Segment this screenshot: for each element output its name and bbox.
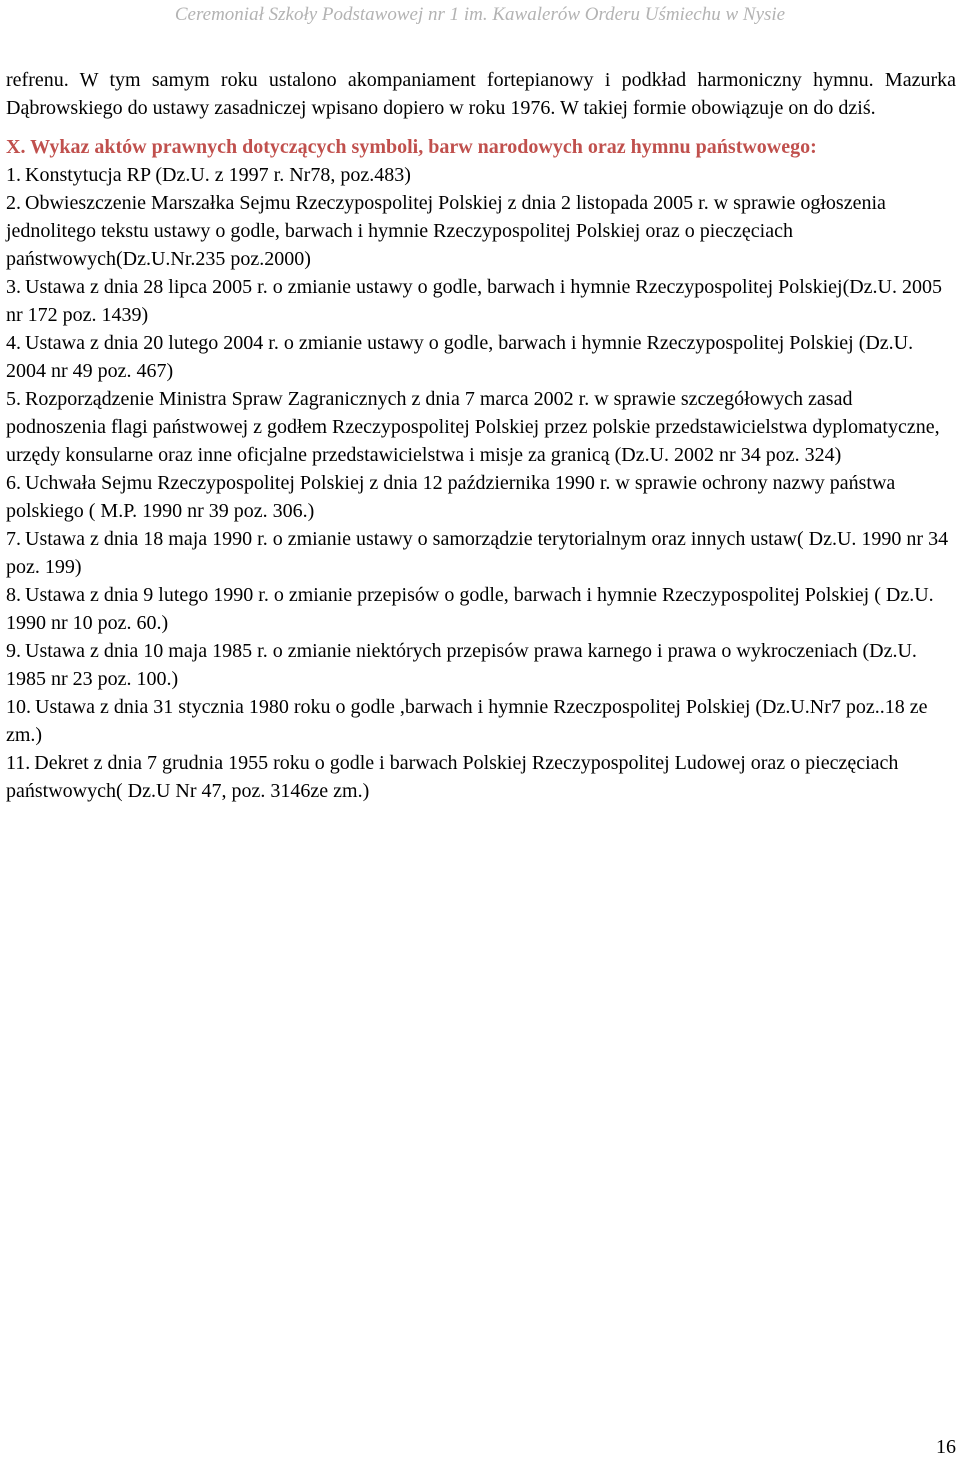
document-body: [6, 66, 956, 805]
section-heading: X. Wykaz aktów prawnych dotyczących symboli, barw narodowych oraz hymnu państwowego:: [6, 136, 817, 158]
legal-acts-list: [6, 161, 956, 805]
item-number: 5.: [6, 388, 21, 410]
item-number: 9.: [6, 640, 21, 662]
item-text: Dekret z dnia 7 grudnia 1955 roku o godle i barwach Polskiej Rzeczypospolitej Ludowej oraz o pieczęciach państwowych( Dz.U Nr 47, poz. 3146ze zm.): [6, 752, 899, 802]
list-item: [6, 189, 956, 273]
list-item: [6, 161, 956, 189]
intro-paragraph: refrenu. W tym samym roku ustalono akompaniament fortepianowy i podkład harmoniczny hymnu. Mazurka Dąbrowskiego do ustawy zasadniczej wpisano dopiero w roku 1976. W takiej formie obowiązuje on do dziś.: [6, 69, 956, 119]
item-number: 4.: [6, 332, 21, 354]
item-number: 3.: [6, 276, 21, 298]
list-item: [6, 581, 956, 637]
item-text: Ustawa z dnia 20 lutego 2004 r. o zmianie ustawy o godle, barwach i hymnie Rzeczypospolitej Polskiej (Dz.U. 2004 nr 49 poz. 467): [6, 332, 914, 382]
item-number: 6.: [6, 472, 21, 494]
item-text: Ustawa z dnia 28 lipca 2005 r. o zmianie ustawy o godle, barwach i hymnie Rzeczypospolitej Polskiej(Dz.U. 2005 nr 172 poz. 1439): [6, 276, 943, 326]
item-number: 1.: [6, 164, 21, 186]
item-number: 10.: [6, 696, 31, 718]
list-item: [6, 273, 956, 329]
item-text: Ustawa z dnia 31 stycznia 1980 roku o godle ,barwach i hymnie Rzeczpospolitej Polskiej (Dz.U.Nr7 poz..18 ze zm.): [6, 696, 928, 746]
item-text: Rozporządzenie Ministra Spraw Zagranicznych z dnia 7 marca 2002 r. w sprawie szczegółowych zasad podnoszenia flagi państwowej z godłem Rzeczypospolitej Polskiej przez polskie przedstawicielstwa dyplomatyczne, urzędy konsularne oraz inne oficjalne przedstawicielstwa i misje za granicą (Dz.U. 2002 nr 34 poz. 324): [6, 388, 940, 466]
item-text: Ustawa z dnia 9 lutego 1990 r. o zmianie przepisów o godle, barwach i hymnie Rzeczypospolitej Polskiej ( Dz.U. 1990 nr 10 poz. 60.): [6, 584, 934, 634]
item-number: 7.: [6, 528, 21, 550]
page-number: 16: [936, 1436, 956, 1458]
item-text: Ustawa z dnia 10 maja 1985 r. o zmianie niektórych przepisów prawa karnego i prawa o wykroczeniach (Dz.U. 1985 nr 23 poz. 100.): [6, 640, 917, 690]
list-item: [6, 525, 956, 581]
item-text: Obwieszczenie Marszałka Sejmu Rzeczypospolitej Polskiej z dnia 2 listopada 2005 r. w sprawie ogłoszenia jednolitego tekstu ustawy o godle, barwach i hymnie Rzeczypospolitej Polskiej oraz o pieczęciach państwowych(Dz.U.Nr.235 poz.2000): [6, 192, 886, 270]
page-header: Ceremoniał Szkoły Podstawowej nr 1 im. Kawalerów Orderu Uśmiechu w Nysie: [174, 4, 786, 25]
list-item: [6, 329, 956, 385]
list-item: [6, 693, 956, 749]
item-number: 2.: [6, 192, 21, 214]
list-item: [6, 637, 956, 693]
list-item: [6, 469, 956, 525]
item-number: 8.: [6, 584, 21, 606]
item-text: Uchwała Sejmu Rzeczypospolitej Polskiej z dnia 12 października 1990 r. w sprawie ochrony nazwy państwa polskiego ( M.P. 1990 nr 39 poz. 306.): [6, 472, 896, 522]
item-text: Ustawa z dnia 18 maja 1990 r. o zmianie ustawy o samorządzie terytorialnym oraz innych ustaw( Dz.U. 1990 nr 34 poz. 199): [6, 528, 949, 578]
list-item: [6, 385, 956, 469]
list-item: [6, 749, 956, 805]
item-number: 11.: [6, 752, 31, 774]
item-text: Konstytucja RP (Dz.U. z 1997 r. Nr78, poz.483): [25, 164, 411, 186]
